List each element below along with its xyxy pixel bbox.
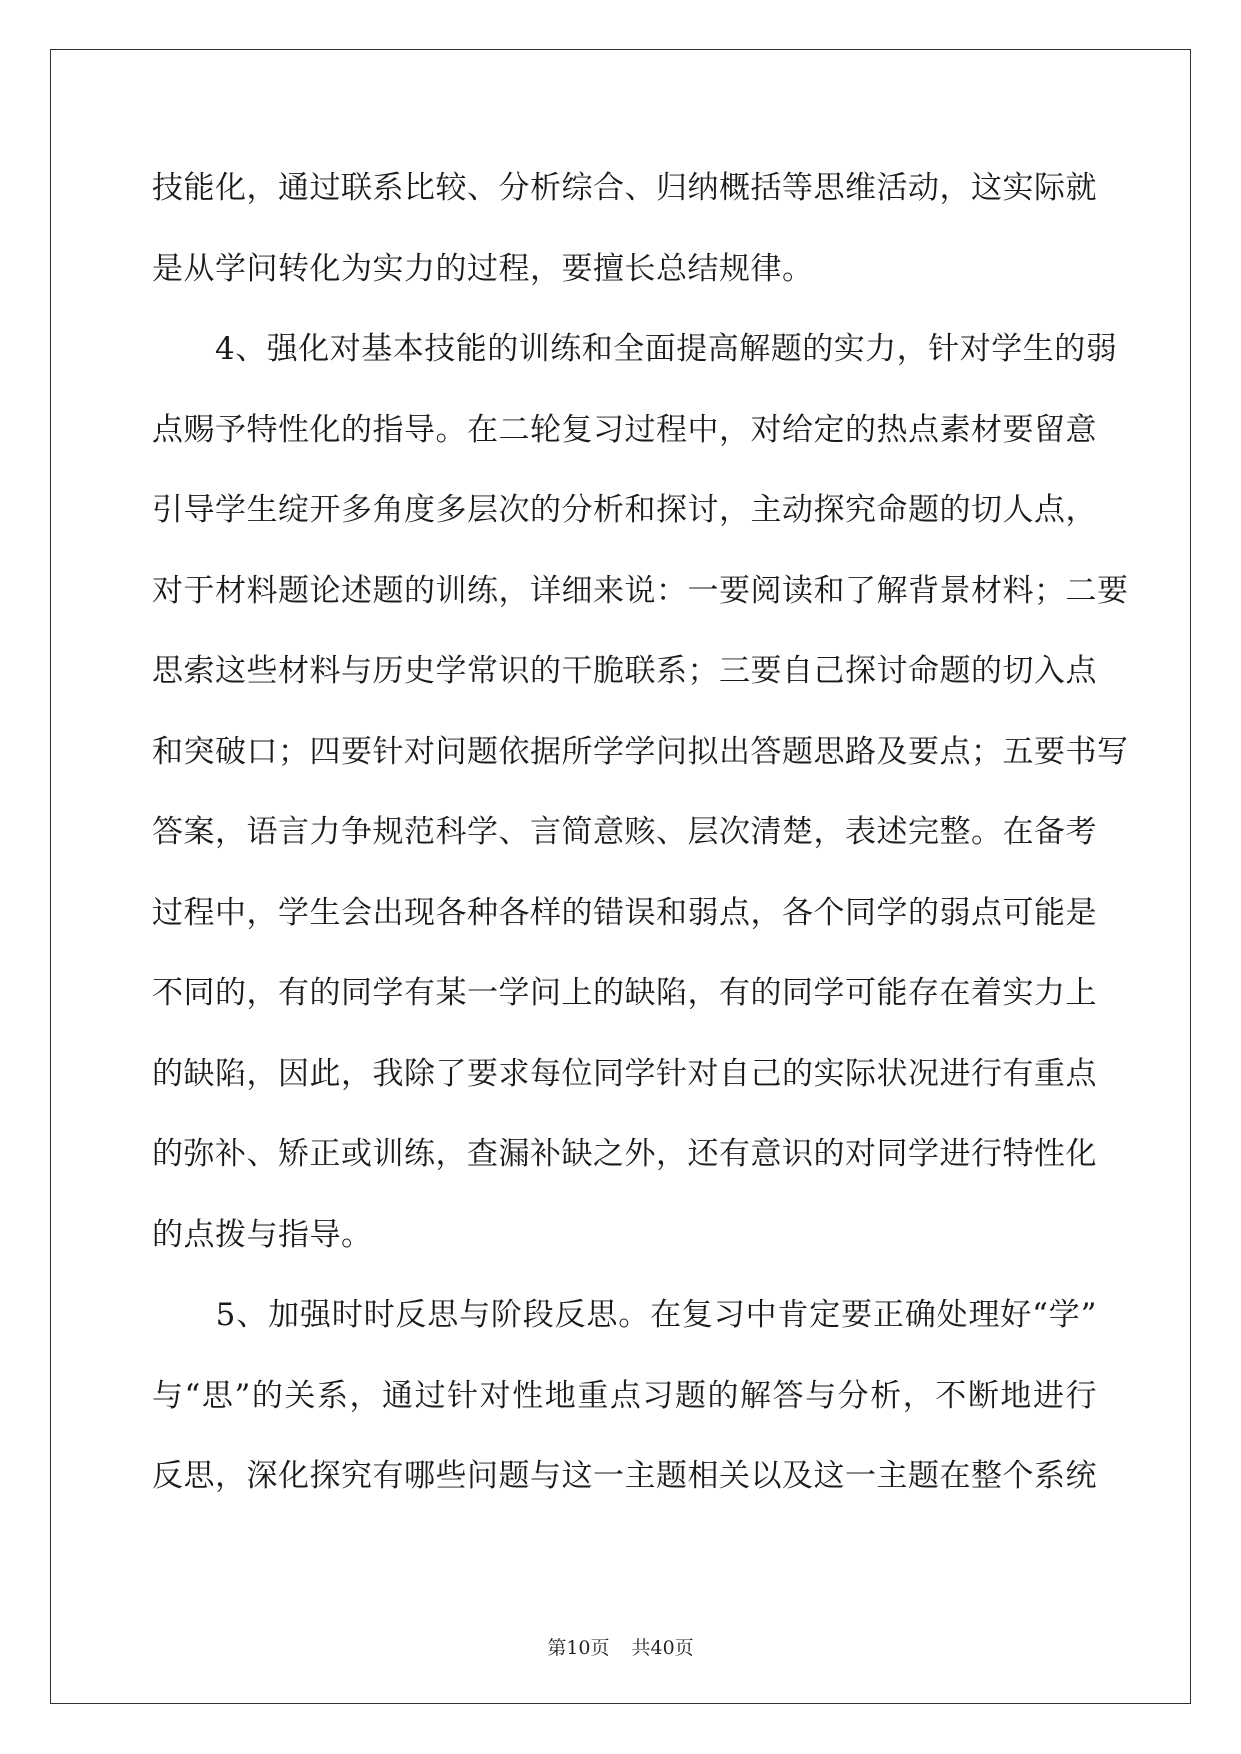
- text-line: 答案，语言力争规范科学、言简意赅、层次清楚，表述完整。在备考: [152, 814, 1097, 850]
- text-line: 反思，深化探究有哪些问题与这一主题相关以及这一主题在整个系统: [152, 1458, 1097, 1494]
- text-line: 不同的，有的同学有某一学问上的缺陷，有的同学可能存在着实力上: [152, 975, 1097, 1011]
- text-line: 与“思”的关系，通过针对性地重点习题的解答与分析，不断地进行: [152, 1377, 1097, 1414]
- text-line: 对于材料题论述题的训练，详细来说：一要阅读和了解背景材料；二要: [152, 572, 1129, 609]
- text-line: 的点拨与指导。: [152, 1216, 373, 1253]
- document-body: [152, 160, 1129, 1529]
- text-line: 过程中，学生会出现各种各样的错误和弱点，各个同学的弱点可能是: [152, 894, 1097, 931]
- text-line: 和突破口；四要针对问题依据所学学问拟出答题思路及要点；五要书写: [152, 733, 1129, 770]
- text-line: 5、加强时时反思与阶段反思。在复习中肯定要正确处理好“学”: [152, 1297, 1097, 1333]
- page-footer: [0, 1633, 1241, 1660]
- text-line: 点赐予特性化的指导。在二轮复习过程中，对给定的热点素材要留意: [152, 411, 1097, 448]
- text-line: 的弥补、矫正或训练，查漏补缺之外，还有意识的对同学进行特性化: [152, 1136, 1097, 1172]
- text-line: 的缺陷，因此，我除了要求每位同学针对自己的实际状况进行有重点: [152, 1055, 1097, 1092]
- page-number: 第10页: [547, 1637, 610, 1659]
- text-line: 4、强化对基本技能的训练和全面提高解题的实力，针对学生的弱: [152, 331, 1118, 367]
- text-line: 引导学生绽开多角度多层次的分析和探讨，主动探究命题的切人点，: [152, 492, 1097, 528]
- text-line: 技能化，通过联系比较、分析综合、归纳概括等思维活动，这实际就: [152, 170, 1097, 206]
- text-line: 思索这些材料与历史学常识的干脆联系；三要自己探讨命题的切入点: [152, 653, 1097, 689]
- page-total: 共40页: [631, 1637, 694, 1659]
- text-line: 是从学问转化为实力的过程，要擅长总结规律。: [152, 250, 814, 287]
